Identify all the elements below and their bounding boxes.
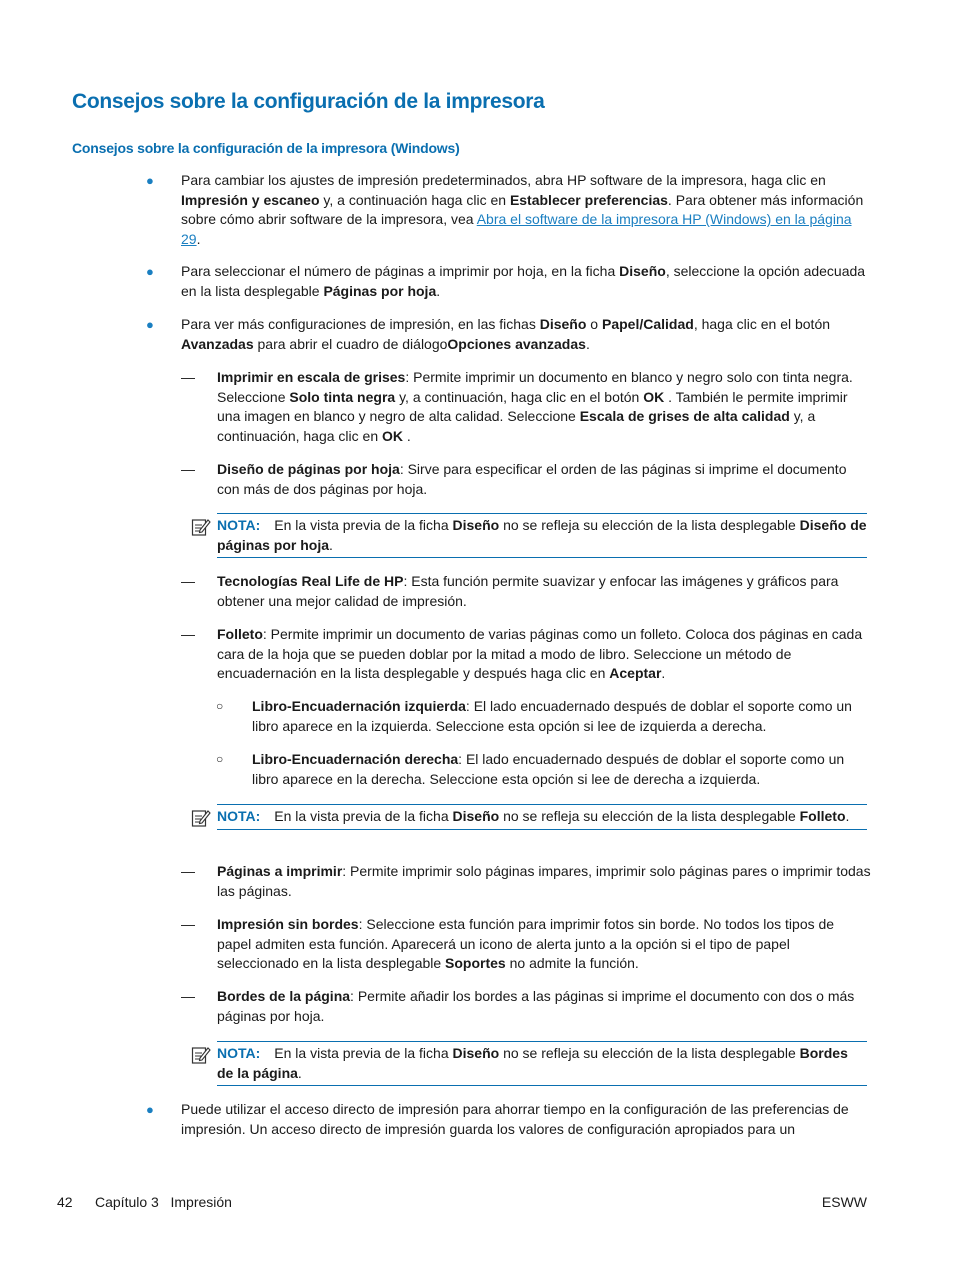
sub-list-item: Folleto: Permite imprimir un documento de varias páginas como un folleto. Coloca dos páginas en cada cara de la hoja que se pueden doblar por la mitad a modo de libro. Seleccione un método de encuadernación en la lista desplegable y después haga clic en Aceptar. [217,626,863,681]
note-icon [191,1045,211,1065]
sub-sub-list-item: Libro-Encuadernación derecha: El lado encuadernado después de doblar el soporte como un libro aparece en la derecha. Seleccione esta opción si lee de derecha a izquierda. [252,751,845,787]
dash-marker: — [181,461,195,477]
chapter-label: Capítulo 3 Impresión [95,1194,232,1210]
note-box: NOTA: En la vista previa de la ficha Diseño no se refleja su elección de la lista desplegable Bordes de la página. [217,1041,867,1086]
note-box: NOTA: En la vista previa de la ficha Diseño no se refleja su elección de la lista desplegable Diseño de páginas por hoja. [217,513,867,558]
bullet-marker: ● [146,317,154,332]
dash-marker: — [181,863,195,879]
bullet-marker: ● [146,264,154,279]
sub-list-item: Diseño de páginas por hoja: Sirve para especificar el orden de las páginas si imprime el documento con más de dos páginas por hoja. [217,461,847,497]
section-subtitle: Consejos sobre la configuración de la impresora (Windows) [72,140,460,156]
dash-marker: — [181,573,195,589]
note-label: NOTA: [217,517,261,533]
page-link[interactable]: Abra el software de la impresora HP (Windows) en la página 29 [181,211,852,247]
footer-right-label: ESWW [821,1194,867,1210]
dash-marker: — [181,626,195,642]
dash-marker: — [181,369,195,385]
note-box: NOTA: En la vista previa de la ficha Diseño no se refleja su elección de la lista desplegable Folleto. [217,804,867,830]
list-item: Para seleccionar el número de páginas a imprimir por hoja, en la ficha Diseño, seleccione la opción adecuada en la lista desplegable Páginas por hoja. [181,263,866,299]
list-item: Para cambiar los ajustes de impresión predeterminados, abra HP software de la impresora, haga clic en Impresión y escaneo y, a continuación haga clic en Establecer preferencias. Para obtener más información sobre cómo abrir software de la impresora, vea Abra el software de la impresora HP (Windows) en la página 29. [181,172,864,247]
sub-list-item: Imprimir en escala de grises: Permite imprimir un documento en blanco y negro solo con tinta negra. Seleccione Solo tinta negra y, a continuación, haga clic en el botón OK . También le permite imprimir una imagen en blanco y negro de alta calidad. Seleccione Escala de grises de alta calidad y, a continuación, haga clic en OK . [217,369,853,444]
sub-list-item: Páginas a imprimir: Permite imprimir solo páginas impares, imprimir solo páginas pares o imprimir todas las páginas. [217,863,871,899]
list-item: Puede utilizar el acceso directo de impresión para ahorrar tiempo en la configuración de las preferencias de impresión. Un acceso directo de impresión guarda los valores de configuración apropiados para un [181,1101,849,1137]
note-label: NOTA: [217,1045,261,1061]
bullet-marker: ● [146,173,154,188]
note-icon [191,808,211,828]
note-icon [191,517,211,537]
bullet-marker: ● [146,1102,154,1117]
page-number: 42 [57,1194,73,1210]
sub-list-item: Bordes de la página: Permite añadir los bordes a las páginas si imprime el documento con dos o más páginas por hoja. [217,988,855,1024]
dash-marker: — [181,916,195,932]
note-label: NOTA: [217,808,261,824]
circle-marker: ○ [216,752,224,766]
sub-sub-list-item: Libro-Encuadernación izquierda: El lado encuadernado después de doblar el soporte como un libro aparece en la izquierda. Seleccione esta opción si lee de izquierda a derecha. [252,698,852,734]
sub-list-item: Impresión sin bordes: Seleccione esta función para imprimir fotos sin borde. No todos los tipos de papel admiten esta función. Aparecerá un icono de alerta junto a la opción si el tipo de papel seleccionado en la lista desplegable Soportes no admite la función. [217,916,835,971]
page-title: Consejos sobre la configuración de la impresora [72,90,545,113]
dash-marker: — [181,988,195,1004]
circle-marker: ○ [216,699,224,713]
sub-list-item: Tecnologías Real Life de HP: Esta función permite suavizar y enfocar las imágenes y gráficos para obtener una mejor calidad de impresión. [217,573,839,609]
list-item: Para ver más configuraciones de impresión, en las fichas Diseño o Papel/Calidad, haga clic en el botón Avanzadas para abrir el cuadro de diálogoOpciones avanzadas. [181,316,831,352]
